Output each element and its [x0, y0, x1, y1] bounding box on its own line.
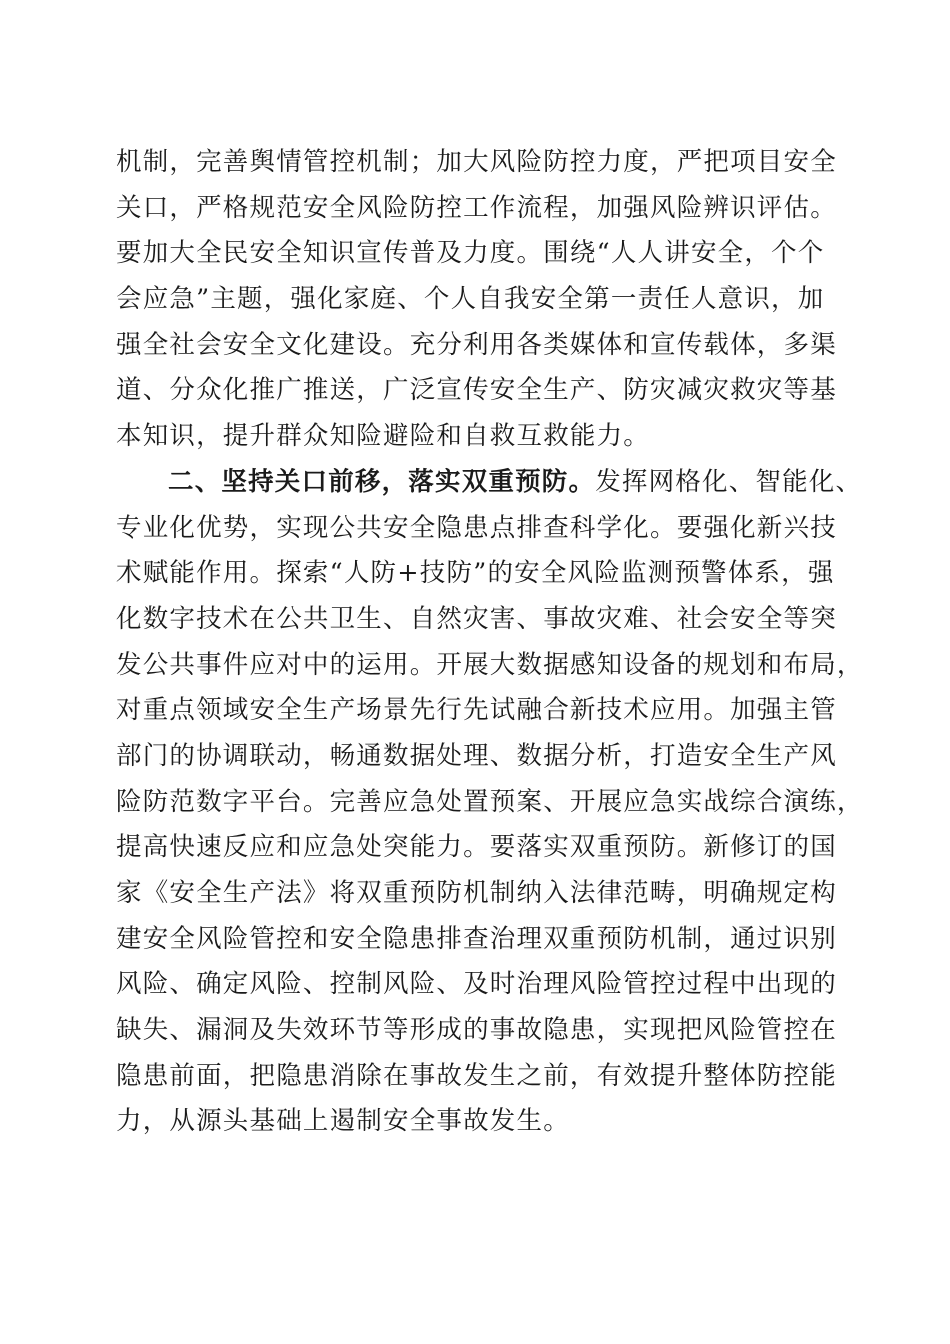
section-heading-rest: 发挥网格化、智能化、 — [595, 466, 863, 497]
paragraph-line: 力，从源头基础上遏制安全事故发生。 — [116, 1106, 570, 1137]
paragraph-line: 风险、确定风险、控制风险、及时治理风险管控过程中出现的 — [116, 969, 837, 1000]
body-text — [116, 140, 864, 1145]
paragraph-line: 对重点领域安全生产场景先行先试融合新技术应用。加强主管 — [116, 695, 837, 726]
paragraph-line: 关口，严格规范安全风险防控工作流程，加强风险辨识评估。 — [116, 192, 837, 223]
paragraph-line: 建安全风险管控和安全隐患排查治理双重预防机制，通过识别 — [116, 923, 837, 954]
paragraph-line: 要加大全民安全知识宣传普及力度。围绕“人人讲安全，个个 — [116, 238, 825, 269]
paragraph-line: 本知识，提升群众知险避险和自救互救能力。 — [116, 421, 651, 452]
paragraph-line: 会应急”主题，强化家庭、个人自我安全第一责任人意识，加 — [116, 284, 825, 315]
paragraph-line: 险防范数字平台。完善应急处置预案、开展应急实战综合演练， — [116, 786, 864, 817]
paragraph-line: 隐患前面，把隐患消除在事故发生之前，有效提升整体防控能 — [116, 1060, 837, 1091]
paragraph-line: 强全社会安全文化建设。充分利用各类媒体和宣传载体，多渠 — [116, 329, 837, 360]
section-heading-line — [116, 460, 863, 506]
paragraph-line: 部门的协调联动，畅通数据处理、数据分析，打造安全生产风 — [116, 740, 837, 771]
paragraph-line: 提高快速反应和应急处突能力。要落实双重预防。新修订的国 — [116, 832, 837, 863]
paragraph-line: 缺失、漏洞及失效环节等形成的事故隐患，实现把风险管控在 — [116, 1015, 837, 1046]
paragraph-line: 机制，完善舆情管控机制；加大风险防控力度，严把项目安全 — [116, 147, 837, 177]
paragraph-line: 专业化优势，实现公共安全隐患点排查科学化。要强化新兴技 — [116, 512, 837, 543]
paragraph-line: 化数字技术在公共卫生、自然灾害、事故灾难、社会安全等突 — [116, 603, 837, 634]
paragraph-line: 家《安全生产法》将双重预防机制纳入法律范畴，明确规定构 — [116, 878, 837, 908]
paragraph-line: 发公共事件应对中的运用。开展大数据感知设备的规划和布局， — [116, 649, 864, 680]
paragraph-line: 术赋能作用。探索“人防+技防”的安全风险监测预警体系，强 — [116, 558, 835, 589]
section-heading: 二、坚持关口前移，落实双重预防。 — [168, 466, 596, 497]
paragraph-line: 道、分众化推广推送，广泛宣传安全生产、防灾减灾救灾等基 — [116, 375, 837, 406]
